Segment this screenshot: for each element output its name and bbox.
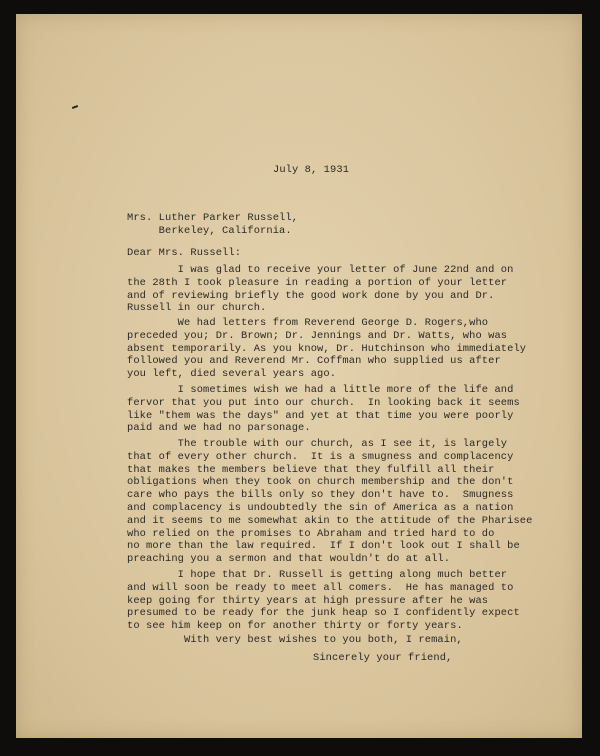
paragraph-line: Russell in our church.	[127, 302, 267, 315]
closing-line: With very best wishes to you both, I remain,	[184, 634, 463, 646]
paragraph-line: and complacency is undoubtedly the sin of America as a nation	[127, 501, 514, 514]
body-paragraph	[127, 384, 520, 435]
paragraph-line: that makes the members believe that they fulfill all their	[127, 463, 495, 476]
body-paragraph	[127, 264, 513, 315]
paragraph-line: like "them was the days" and yet at that time you were poorly	[127, 409, 514, 422]
paragraph-line: The trouble with our church, as I see it, is largely	[127, 438, 508, 450]
paragraph-line: fervor that you put into our church. In looking back it seems	[127, 396, 520, 409]
paragraph-line: I was glad to receive your letter of June 22nd and on	[127, 264, 514, 276]
paragraph-line: preaching you a sermon and that wouldn't do at all.	[127, 553, 451, 566]
paragraph-line: and it seems to me somewhat akin to the attitude of the Pharisee	[127, 514, 533, 527]
paragraph-line: you left, died several years ago.	[127, 368, 337, 381]
paragraph-line: who relied on the promises to Abraham and tried hard to do	[127, 527, 495, 540]
paragraph-line: presumed to be ready for the junk heap so I confidently expect	[127, 607, 520, 620]
paragraph-line: paid and we had no parsonage.	[127, 422, 311, 435]
body-paragraph	[127, 317, 526, 381]
body-paragraph	[127, 438, 532, 566]
recipient-address	[127, 212, 298, 238]
paragraph-line: the 28th I took pleasure in reading a portion of your letter	[127, 276, 508, 289]
paragraph-line: that of every other church. It is a smugness and complacency	[127, 450, 514, 463]
signoff: Sincerely your friend,	[313, 652, 453, 664]
paragraph-line: I hope that Dr. Russell is getting along much better	[127, 569, 508, 581]
paragraph-line: no more than the law required. If I don't look out I shall be	[127, 540, 520, 553]
paragraph-line: followed you and Reverend Mr. Coffman who supplied us after	[127, 355, 501, 368]
paragraph-line: We had letters from Reverend George D. Rogers,who	[127, 317, 489, 329]
margin-mark	[72, 105, 78, 109]
paragraph-line: and of reviewing briefly the good work done by you and Dr.	[127, 289, 495, 302]
paragraph-line: absent temporarily. As you know, Dr. Hutchinson who immediately	[127, 342, 527, 355]
paragraph-line: keep going for thirty years at high pressure after he was	[127, 594, 489, 607]
address-line: Mrs. Luther Parker Russell,	[127, 212, 299, 224]
paragraph-line: and will soon be ready to meet all comers. He has managed to	[127, 581, 514, 594]
address-line: Berkeley, California.	[127, 224, 292, 237]
letter-page	[16, 14, 582, 738]
body-paragraph	[127, 569, 520, 633]
paragraph-line: obligations when they took on church membership and the don't	[127, 476, 514, 489]
paragraph-line: to see him keep on for another thirty or forty years.	[127, 620, 463, 633]
letter-date: July 8, 1931	[273, 164, 350, 176]
salutation: Dear Mrs. Russell:	[127, 247, 242, 259]
paragraph-line: care who pays the bills only so they don't have to. Smugness	[127, 489, 514, 502]
paragraph-line: I sometimes wish we had a little more of the life and	[127, 384, 514, 396]
paragraph-line: preceded you; Dr. Brown; Dr. Jennings and Dr. Watts, who was	[127, 329, 508, 342]
